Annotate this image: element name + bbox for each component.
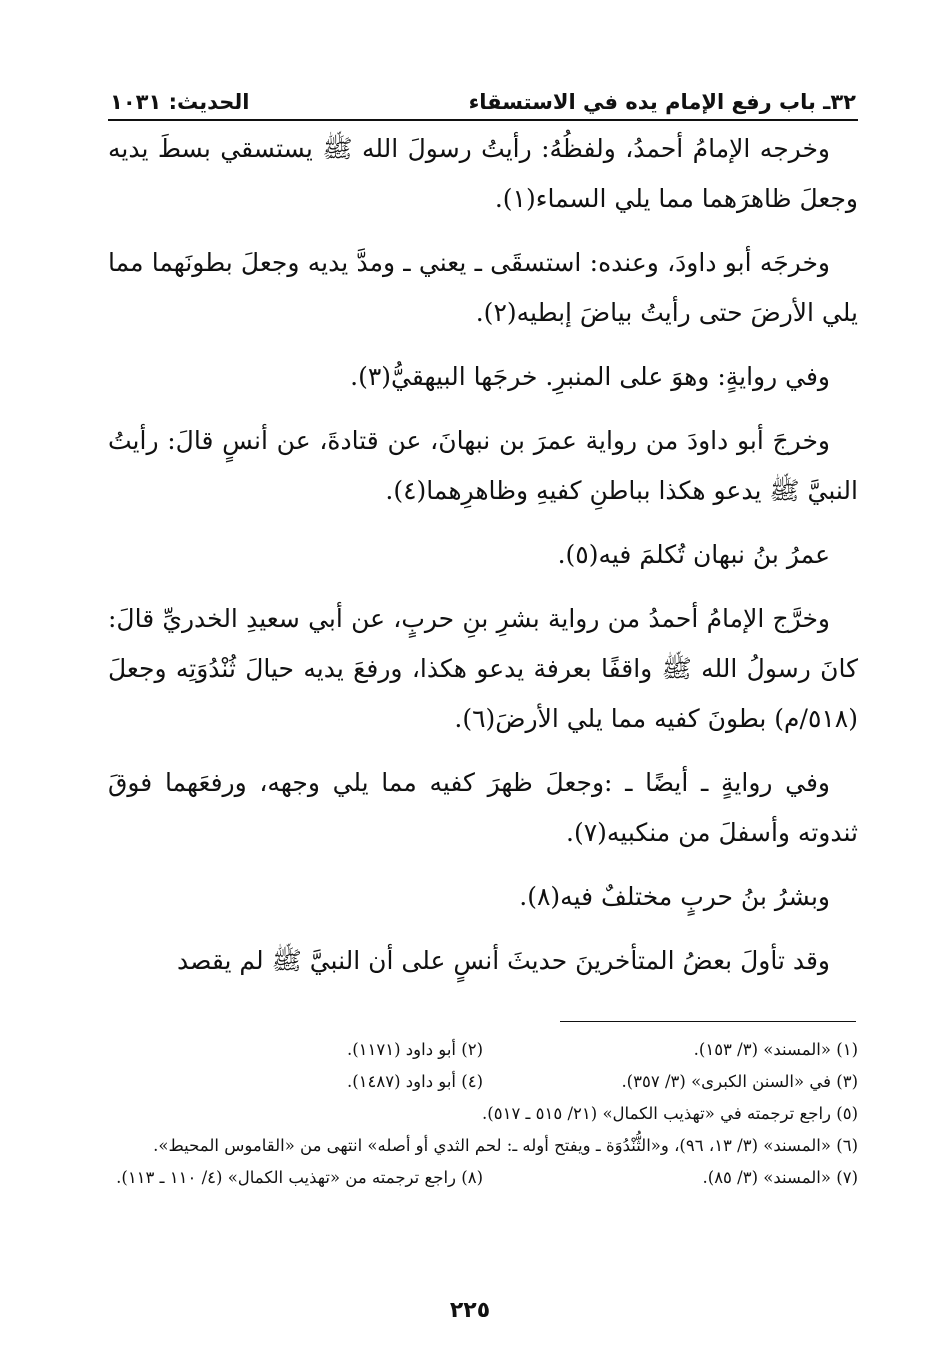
footnote-row xyxy=(108,1034,858,1066)
paragraph: وبشرُ بنُ حربٍ مختلفٌ فيه(٨). xyxy=(519,882,830,911)
paragraph: وفي روايةٍ ـ أيضًا ـ :وجعلَ ظهرَ كفيه مما يلي وجهه، ورفعَهما فوقَ ثندوته وأسفلَ من منكبيه(٧). xyxy=(108,768,858,847)
footnote-divider xyxy=(560,1021,856,1022)
paragraph: وخرجَ أبو داودَ من رواية عمرَ بن نبهانَ، عن قتادةَ، عن أنسٍ قالَ: رأيتُ النبيَّ ﷺ يدعو هكذا بباطنِ كفيهِ وظاهرِهما(٤). xyxy=(108,426,858,505)
footnotes xyxy=(108,1034,858,1194)
footnote-6: (٦) «المسند» (٣/ ١٣، ٩٦)، و«الثُّنْدُوَة ـ ويفتح أوله ـ: لحم الثدي أو أصله» انتهى من «القاموس المحيط». xyxy=(153,1136,858,1155)
header-divider xyxy=(108,119,858,121)
page-number: ٢٢٥ xyxy=(449,1298,491,1323)
hadith-number: الحديث: ١٠٣١ xyxy=(110,90,250,114)
footnote-7: (٧) «المسند» (٣/ ٨٥). xyxy=(702,1168,858,1187)
footnote-5: (٥) راجع ترجمته في «تهذيب الكمال» (٢١/ ٥١٥ ـ ٥١٧). xyxy=(482,1104,858,1123)
footnote-1: (١) «المسند» (٣/ ١٥٣). xyxy=(693,1040,858,1059)
paragraph: وخرجَه أبو داودَ، وعنده: استسقَى ـ يعني ـ ومدَّ يديه وجعلَ بطونَهما مما يلي الأرضَ حتى رأيتُ بياضَ إبطيه(٢). xyxy=(108,248,858,327)
footnote-3: (٣) في «السنن الكبرى» (٣/ ٣٥٧). xyxy=(621,1072,858,1091)
paragraph: وقد تأولَ بعضُ المتأخرينَ حديثَ أنسٍ على أن النبيَّ ﷺ لم يقصد xyxy=(177,946,830,975)
footnote-row xyxy=(108,1162,858,1194)
paragraph: عمرُ بنُ نبهان تُكلمَ فيه(٥). xyxy=(557,540,830,569)
running-header xyxy=(110,84,856,120)
footnote-8: (٨) راجع ترجمته من «تهذيب الكمال» (٤/ ١١٠ ـ ١١٣). xyxy=(116,1168,483,1187)
paragraph: وخرَّج الإمامُ أحمدُ من رواية بشرِ بنِ حربٍ، عن أبي سعيدِ الخدريِّ قالَ: كانَ رسولُ الله ﷺ واقفًا بعرفة يدعو هكذا، ورفعَ يديه حيالَ ثُنْدُوَتِه وجعلَ (٥١٨/م) بطونَ كفيه مما يلي الأرضَ(٦). xyxy=(108,604,858,733)
chapter-title: ٣٢ـ باب رفع الإمام يده في الاستسقاء xyxy=(468,90,856,114)
paragraph: وخرجه الإمامُ أحمدُ، ولفظُهُ: رأيتُ رسولَ الله ﷺ يستسقي بسطَ يديه وجعلَ ظاهرَهما مما يلي السماء(١). xyxy=(108,134,858,213)
paragraph: وفي روايةٍ: وهوَ على المنبرِ. خرجَها البيهقيُّ(٣). xyxy=(350,362,830,391)
footnote-2: (٢) أبو داود (١١٧١). xyxy=(346,1040,483,1059)
main-text xyxy=(108,124,858,1000)
footnote-4: (٤) أبو داود (١٤٨٧). xyxy=(346,1072,483,1091)
footnote-row xyxy=(108,1066,858,1098)
